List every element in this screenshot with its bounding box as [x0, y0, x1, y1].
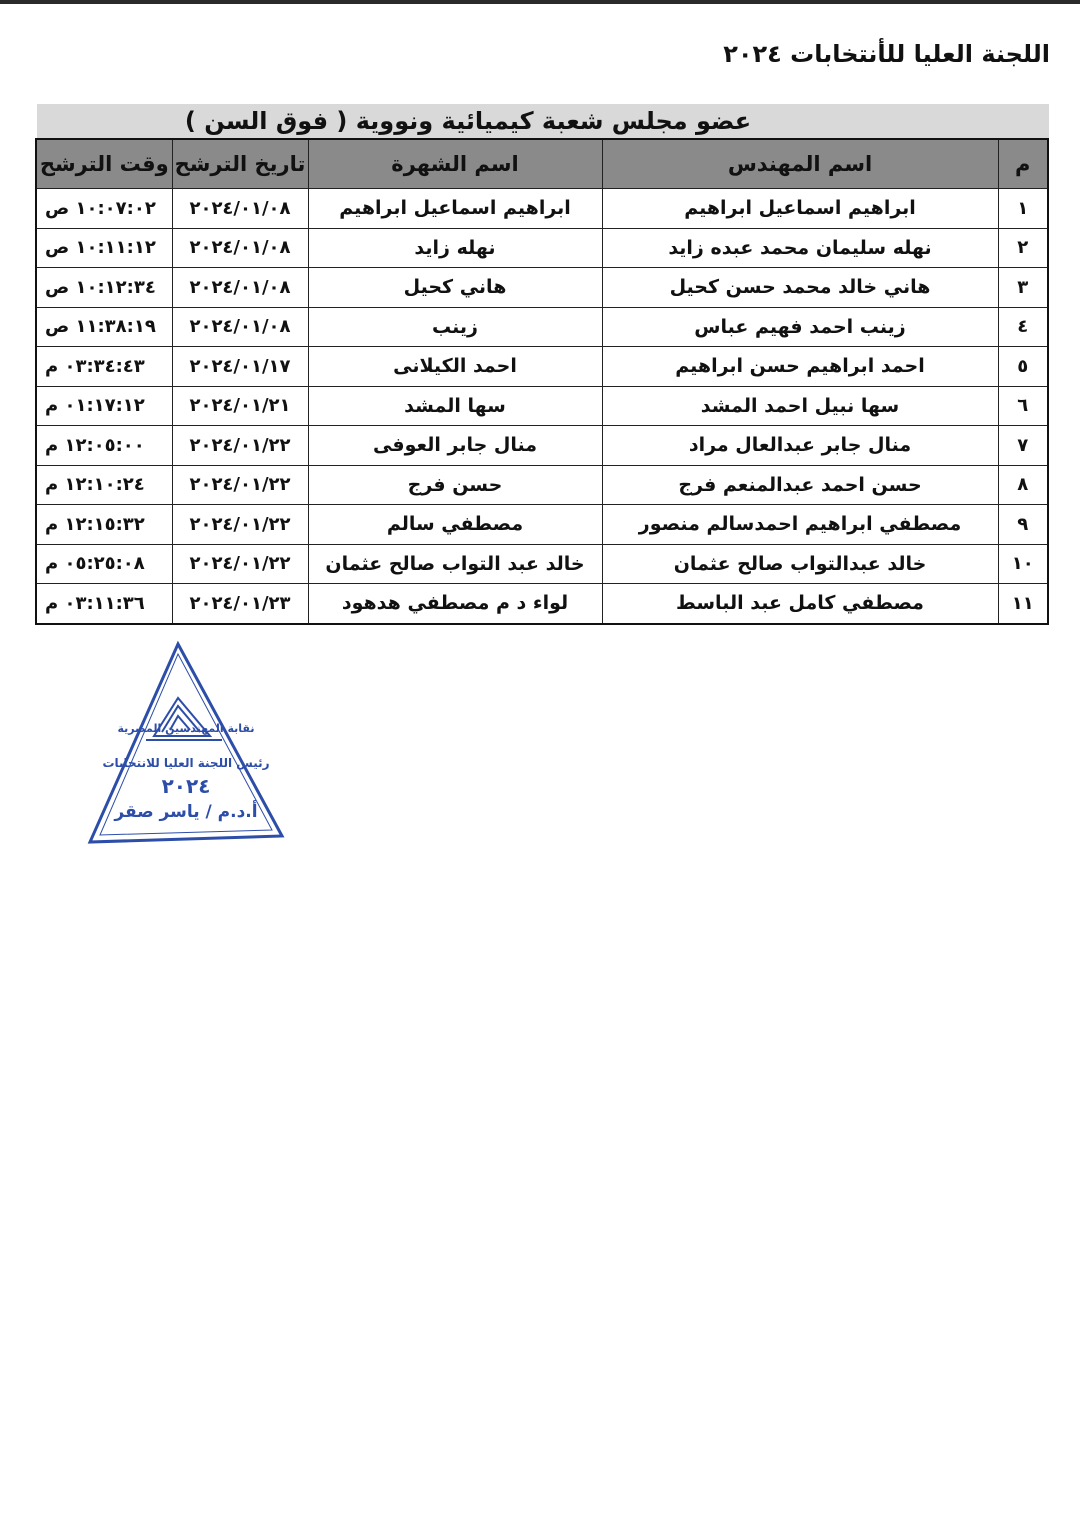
- cell-nomination-date: ٢٠٢٤/٠١/٢١: [172, 386, 308, 426]
- stamp-role-line: رئيس اللجنة العليا للانتخابات: [102, 756, 270, 770]
- cell-engineer-name: ابراهيم اسماعيل ابراهيم: [602, 189, 998, 229]
- cell-number: ٦: [998, 386, 1048, 426]
- cell-number: ٨: [998, 465, 1048, 505]
- cell-engineer-name: نهله سليمان محمد عبده زايد: [602, 228, 998, 268]
- col-header-nomination-time: وقت الترشح: [36, 139, 172, 189]
- table-row: [36, 465, 1048, 505]
- table-row: [36, 544, 1048, 584]
- candidates-table: [35, 138, 1049, 625]
- table-row: [36, 347, 1048, 387]
- cell-nickname: خالد عبد التواب صالح عثمان: [308, 544, 602, 584]
- cell-nickname: هاني كحيل: [308, 268, 602, 308]
- cell-number: ١٠: [998, 544, 1048, 584]
- cell-nomination-time: ٠٥:٢٥:٠٨ م: [36, 544, 172, 584]
- col-header-nomination-date: تاريخ الترشح: [172, 139, 308, 189]
- cell-nomination-date: ٢٠٢٤/٠١/٠٨: [172, 268, 308, 308]
- table-row: [36, 307, 1048, 347]
- cell-nomination-time: ١٠:١٢:٣٤ ص: [36, 268, 172, 308]
- stamp-signatory: أ.د.م / ياسر صقر: [114, 802, 258, 822]
- cell-nickname: سها المشد: [308, 386, 602, 426]
- cell-number: ٣: [998, 268, 1048, 308]
- table-row: [36, 426, 1048, 466]
- col-header-number: م: [998, 139, 1048, 189]
- cell-number: ٩: [998, 505, 1048, 545]
- table-row: [36, 268, 1048, 308]
- cell-nomination-time: ٠٣:٣٤:٤٣ م: [36, 347, 172, 387]
- cell-nomination-date: ٢٠٢٤/٠١/٠٨: [172, 189, 308, 229]
- cell-nomination-date: ٢٠٢٤/٠١/٢٢: [172, 465, 308, 505]
- cell-nickname: نهله زايد: [308, 228, 602, 268]
- cell-nomination-date: ٢٠٢٤/٠١/٠٨: [172, 228, 308, 268]
- cell-engineer-name: سها نبيل احمد المشد: [602, 386, 998, 426]
- cell-number: ٧: [998, 426, 1048, 466]
- cell-nickname: ابراهيم اسماعيل ابراهيم: [308, 189, 602, 229]
- cell-nomination-date: ٢٠٢٤/٠١/٢٢: [172, 544, 308, 584]
- cell-nomination-date: ٢٠٢٤/٠١/٢٣: [172, 584, 308, 624]
- cell-nomination-time: ١١:٣٨:١٩ ص: [36, 307, 172, 347]
- cell-nomination-time: ١٢:١٥:٣٢ م: [36, 505, 172, 545]
- cell-number: ١١: [998, 584, 1048, 624]
- cell-nomination-date: ٢٠٢٤/٠١/٢٢: [172, 426, 308, 466]
- cell-number: ٢: [998, 228, 1048, 268]
- stamp-syndicate-name: نقابة المهندسين المصرية: [117, 722, 255, 735]
- table-row: [36, 228, 1048, 268]
- cell-nickname: منال جابر العوفى: [308, 426, 602, 466]
- cell-number: ٥: [998, 347, 1048, 387]
- cell-nomination-date: ٢٠٢٤/٠١/٠٨: [172, 307, 308, 347]
- cell-engineer-name: مصطفي ابراهيم احمدسالم منصور: [602, 505, 998, 545]
- cell-nickname: زينب: [308, 307, 602, 347]
- section-title: عضو مجلس شعبة كيميائية ونووية ( فوق السن ): [37, 104, 1049, 138]
- table-row: [36, 189, 1048, 229]
- cell-engineer-name: احمد ابراهيم حسن ابراهيم: [602, 347, 998, 387]
- cell-number: ٤: [998, 307, 1048, 347]
- stamp-year: ٢٠٢٤: [161, 774, 211, 798]
- cell-engineer-name: حسن احمد عبدالمنعم فرج: [602, 465, 998, 505]
- cell-nickname: لواء د م مصطفي هدهود: [308, 584, 602, 624]
- cell-nomination-date: ٢٠٢٤/٠١/١٧: [172, 347, 308, 387]
- table-header-row: [36, 139, 1048, 189]
- cell-engineer-name: هاني خالد محمد حسن كحيل: [602, 268, 998, 308]
- cell-engineer-name: مصطفي كامل عبد الباسط: [602, 584, 998, 624]
- col-header-engineer-name: اسم المهندس: [602, 139, 998, 189]
- candidates-table-section: [37, 104, 1049, 625]
- cell-nomination-time: ١٠:٠٧:٠٢ ص: [36, 189, 172, 229]
- table-row: [36, 505, 1048, 545]
- cell-nomination-date: ٢٠٢٤/٠١/٢٢: [172, 505, 308, 545]
- cell-nickname: مصطفي سالم: [308, 505, 602, 545]
- cell-nomination-time: ١٢:٠٥:٠٠ م: [36, 426, 172, 466]
- committee-title: اللجنة العليا للأنتخابات ٢٠٢٤: [723, 40, 1050, 68]
- cell-nomination-time: ٠١:١٧:١٢ م: [36, 386, 172, 426]
- cell-nickname: احمد الكيلانى: [308, 347, 602, 387]
- cell-nomination-time: ٠٣:١١:٣٦ م: [36, 584, 172, 624]
- cell-nickname: حسن فرج: [308, 465, 602, 505]
- cell-engineer-name: زينب احمد فهيم عباس: [602, 307, 998, 347]
- committee-stamp: [86, 640, 286, 850]
- cell-number: ١: [998, 189, 1048, 229]
- table-row: [36, 584, 1048, 624]
- cell-nomination-time: ١٢:١٠:٢٤ م: [36, 465, 172, 505]
- cell-nomination-time: ١٠:١١:١٢ ص: [36, 228, 172, 268]
- cell-engineer-name: خالد عبدالتواب صالح عثمان: [602, 544, 998, 584]
- col-header-nickname: اسم الشهرة: [308, 139, 602, 189]
- cell-engineer-name: منال جابر عبدالعال مراد: [602, 426, 998, 466]
- table-row: [36, 386, 1048, 426]
- page-top-border: [0, 0, 1080, 4]
- table-body: [36, 189, 1048, 624]
